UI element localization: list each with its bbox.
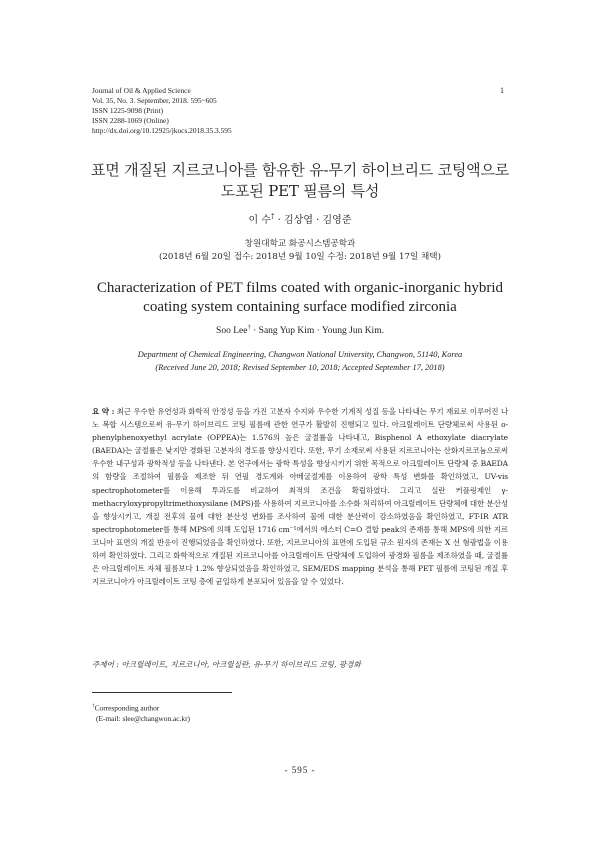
english-corresponding-mark: † xyxy=(247,324,251,331)
issn-online: ISSN 2288-1069 (Online) xyxy=(92,116,169,125)
abstract-text: 최근 우수한 유연성과 화학적 안정성 등을 가진 고분자 수지와 우수한 기계적 성질 등을 나타내는 무기 재료로 이루어진 나노 복합 시스템으로써 유-무기 하이브리드 코팅 필름에 관한 연구가 활발히 진행되고 있다. 아크릴레이트 단량체로써 사용된 o-phenylphenoxyethyl acrylate (OPPEA)는 1.576의 높은 굴절률을 나타내고, Bisphenol A ethoxylate diacrylate (BAEDA)는 굴절률은 낮지만 경화된 고분자의 경도를 향상시킨다. 또한, 무기 소재로써 사용된 지르코니아는 산화지르코늄으로써 우수한 내구성과 광학적성 등을 나타낸다. 본 연구에서는 광학 특성을 향상시키기 위한 목적으로 아크릴레이트 단량체 중 BAEDA의 함량을 조절하여 필름을 제조한 뒤 연필 경도계와 아베굴절계를 이용하여 광학 특성 변화를 확인하였고, UV-vis spectrophotometer를 이용해 투과도를 비교하여 최적의 조건을 확립하였다. 그리고 실란 커플링제인 γ-methacryloxypropyltrimethoxysilane (MPS)를 사용하여 지르코니아를 소수화 처리하여 아크릴레이트 단량체에 대한 분산성을 향상시키고, 개질 전후의 물에 대한 분산성 변화를 조사하여 물에 대한 분산력이 감소하였음을 확인하였고, FT-IR ATR spectrophotometer를 통해 MPS에 의해 도입된 1716 cm⁻¹에서의 에스터 C=O 결합 peak의 존재를 통해 MPS에 의한 지르코니아 표면의 개질 반응이 진행되었음을 확인하였다. 또한, 지르코니아의 표면에 도입된 규소 원자의 존재는 X 선 형광법을 이용하여 확인하였다. 그리고 화학적으로 개질된 지르코니아를 아크릴레이트 단량체에 도입하여 광경화 필름을 제조하였을 때, 굴절률은 아크릴레이트 자체 필름보다 1.2% 향상되었음을 확인하였고, SEM/EDS mapping 분석을 통해 PET 필름에 코팅된 개질 후 지르코니아가 아크릴레이트 코팅 층에 균일하게 분포되어 있음을 알 수 있었다. xyxy=(92,407,508,587)
korean-dates: (2018년 6월 20일 접수: 2018년 9월 10일 수정: 2018년 9월 17일 채택) xyxy=(159,252,441,262)
korean-title-line2: 도포된 PET 필름의 특성 xyxy=(220,182,380,200)
english-affiliation: Department of Chemical Engineering, Changwon National University, Changwon, 51140, Korea xyxy=(137,350,463,359)
korean-affiliation: 창원대학교 화공시스템공학과 xyxy=(244,239,356,249)
journal-header xyxy=(92,86,232,136)
footnote xyxy=(92,701,190,724)
page-footer-number: - 595 - xyxy=(284,765,316,775)
english-dates: (Received June 20, 2018; Revised September 10, 2018; Accepted September 17, 2018) xyxy=(155,362,445,372)
corresponding-mark: † xyxy=(270,212,275,221)
footnote-divider xyxy=(92,692,232,693)
english-authors-rest: · Sang Yup Kim · Young Jun Kim. xyxy=(250,326,384,337)
english-affiliation-block xyxy=(60,349,540,374)
english-title-line2: coating system containing surface modified zirconia xyxy=(143,299,457,315)
abstract xyxy=(92,405,508,588)
header-page-number: 1 xyxy=(500,86,504,95)
doi-link[interactable]: http://dx.doi.org/10.12925/jkocs.2018.35.3.595 xyxy=(92,126,232,135)
english-authors xyxy=(0,324,600,336)
abstract-label: 요 약 : xyxy=(92,407,115,416)
volume-info: Vol. 35, No. 3. September, 2018. 595~605 xyxy=(92,96,217,105)
korean-authors-rest: · 김상엽 · 김영준 xyxy=(274,215,352,226)
english-title-line1: Characterization of PET films coated with organic-inorganic hybrid xyxy=(96,280,504,296)
korean-authors xyxy=(0,211,600,226)
footnote-email[interactable]: (E-mail: slee@changwon.ac.kr) xyxy=(96,714,191,724)
korean-author-1: 이 수 xyxy=(248,215,271,226)
korean-affiliation-block xyxy=(0,238,600,264)
korean-title xyxy=(60,160,540,202)
footnote-corresponding: Corresponding author xyxy=(94,703,160,713)
english-author-1: Soo Lee xyxy=(216,326,248,337)
footnote-mark: † xyxy=(92,703,95,709)
issn-print: ISSN 1225-9098 (Print) xyxy=(92,106,164,115)
journal-name: Journal of Oil & Applied Science xyxy=(92,86,191,95)
keywords: 주제어 : 아크릴레이트, 지르코니아, 아크릴실란, 유-무기 하이브리드 코팅, 광경화 xyxy=(92,660,361,669)
english-title xyxy=(70,279,530,317)
korean-title-line1: 표면 개질된 지르코니아를 함유한 유-무기 하이브리드 코팅액으로 xyxy=(90,161,510,179)
